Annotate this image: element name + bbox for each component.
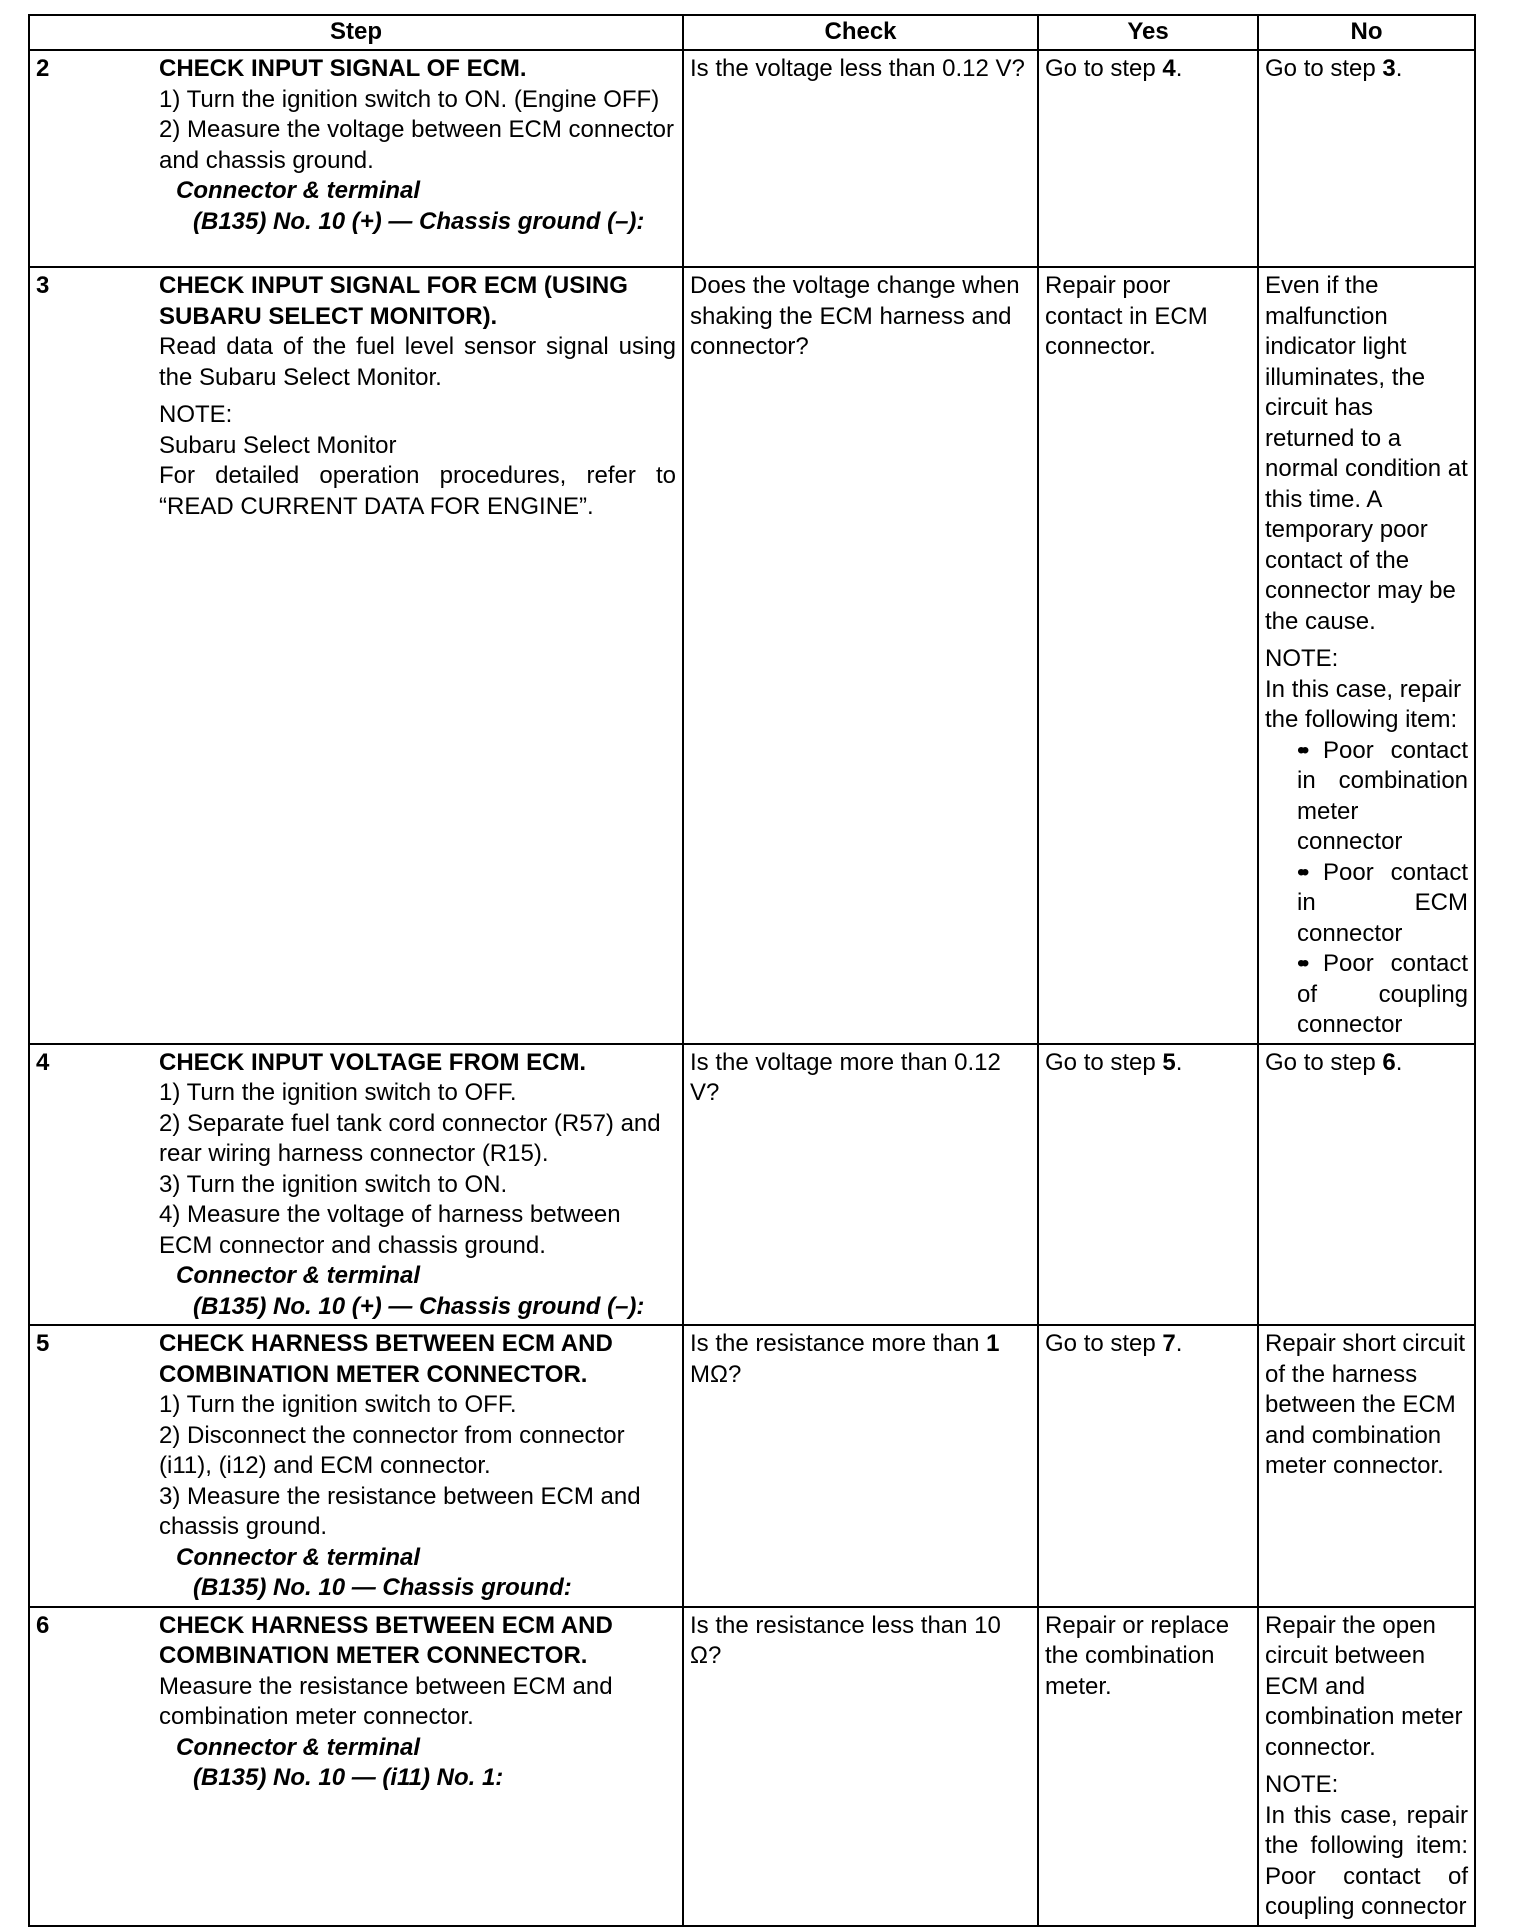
step-line: 2) Disconnect the connector from connector (i11), (i12) and ECM connector. (159, 1421, 625, 1479)
connector-terminal-label: Connector & terminal (176, 1543, 421, 1571)
yes-text: Go to step (1045, 55, 1163, 82)
note-text: In this case, repair the following item: Poor contact of coupling connector (1265, 1801, 1469, 1920)
connector-terminal-label: Connector & terminal (176, 1262, 421, 1289)
check-cell: Is the voltage more than 0.12 V? (683, 1044, 1038, 1326)
header-no: No (1258, 15, 1475, 50)
check-cell (683, 1325, 1038, 1607)
header-check: Check (683, 15, 1038, 50)
step-description (153, 1607, 683, 1926)
step-description (153, 267, 683, 1044)
diagnostic-table (28, 14, 1476, 1927)
no-step-ref: 6 (1382, 1048, 1396, 1076)
check-cell: Does the voltage change when shaking the ECM harness and connector? (683, 267, 1038, 1044)
yes-cell (1038, 50, 1258, 267)
no-step-ref: 3 (1382, 55, 1396, 82)
table-row (29, 1044, 1475, 1326)
yes-suffix: . (1175, 1330, 1183, 1357)
step-title: CHECK INPUT VOLTAGE FROM ECM. (159, 1048, 587, 1076)
check-cell: Is the resistance less than 10 Ω? (683, 1607, 1038, 1926)
no-cell (1258, 267, 1475, 1044)
step-number: 5 (29, 1325, 153, 1607)
step-line: 3) Turn the ignition switch to ON. (159, 1170, 508, 1198)
step-number: 2 (29, 50, 153, 267)
list-item (1297, 736, 1468, 858)
connector-terminal-label: Connector & terminal (176, 1733, 421, 1761)
step-body: Read data of the fuel level sensor signal using the Subaru Select Monitor. (159, 333, 677, 391)
list-item-text: Poor contact in ECM connector (1297, 858, 1469, 947)
no-text: Go to step (1265, 55, 1383, 82)
yes-cell (1038, 1044, 1258, 1326)
note-text: In this case, repair the following item: (1265, 675, 1462, 733)
step-title: CHECK HARNESS BETWEEN ECM AND COMBINATION METER CONNECTOR. (159, 1330, 613, 1388)
step-title: CHECK INPUT SIGNAL FOR ECM (USING SUBARU SELECT MONITOR). (159, 272, 628, 330)
step-line: 2) Measure the voltage between ECM connector and chassis ground. (159, 116, 674, 174)
connector-terminal-value: (B135) No. 10 (+) — Chassis ground (–): (193, 207, 645, 235)
yes-suffix: . (1175, 1048, 1183, 1076)
step-line: 1) Turn the ignition switch to OFF. (159, 1079, 517, 1106)
no-cell (1258, 50, 1475, 267)
table-row (29, 50, 1475, 267)
no-text: Repair the open circuit between ECM and combination meter connector. (1265, 1611, 1463, 1761)
check-cell: Is the voltage less than 0.12 V? (683, 50, 1038, 267)
list-item-text: Poor contact of coupling connector (1297, 950, 1469, 1038)
no-cell (1258, 1607, 1475, 1926)
connector-terminal-value: (B135) No. 10 — (i11) No. 1: (193, 1764, 504, 1791)
step-line: 3) Measure the resistance between ECM and chassis ground. (159, 1482, 641, 1540)
header-step: Step (29, 15, 683, 50)
bullet-icon: • (1301, 950, 1310, 977)
header-yes: Yes (1038, 15, 1258, 50)
check-value: 1 (986, 1330, 1000, 1357)
step-number: 3 (29, 267, 153, 1044)
no-text: Go to step (1265, 1048, 1383, 1076)
connector-terminal-label: Connector & terminal (176, 177, 421, 204)
list-item (1297, 949, 1468, 1041)
yes-step-ref: 7 (1162, 1330, 1176, 1357)
step-description (153, 50, 683, 267)
connector-terminal-value: (B135) No. 10 — Chassis ground: (193, 1574, 572, 1601)
step-title: CHECK INPUT SIGNAL OF ECM. (159, 55, 527, 82)
note-label: NOTE: (1265, 1771, 1339, 1798)
table-row (29, 1325, 1475, 1607)
table-header-row (29, 15, 1475, 50)
bullet-icon: • (1301, 858, 1310, 886)
no-suffix: . (1395, 1048, 1403, 1076)
list-item-text: Poor contact in combination meter connector (1297, 736, 1469, 855)
step-line: 1) Turn the ignition switch to ON. (Engine OFF) (159, 85, 660, 113)
step-title: CHECK HARNESS BETWEEN ECM AND COMBINATION METER CONNECTOR. (159, 1611, 613, 1669)
no-suffix: . (1395, 55, 1403, 82)
table-row (29, 1607, 1475, 1926)
yes-step-ref: 4 (1162, 55, 1176, 82)
step-body: Measure the resistance between ECM and combination meter connector. (159, 1672, 613, 1730)
yes-step-ref: 5 (1162, 1048, 1176, 1076)
step-line: 1) Turn the ignition switch to OFF. (159, 1391, 517, 1418)
note-label: NOTE: (1265, 645, 1339, 672)
check-unit: MΩ? (690, 1360, 742, 1388)
connector-terminal-value: (B135) No. 10 (+) — Chassis ground (–): (193, 1292, 645, 1320)
yes-suffix: . (1175, 55, 1183, 82)
note-label: NOTE: (159, 401, 233, 428)
bullet-icon: • (1301, 736, 1310, 764)
yes-text: Go to step (1045, 1048, 1163, 1076)
note-line: For detailed operation procedures, refer to “READ CURRENT DATA FOR ENGINE”. (159, 462, 677, 520)
table-row (29, 267, 1475, 1044)
step-description (153, 1044, 683, 1326)
list-item (1297, 858, 1468, 950)
step-number: 4 (29, 1044, 153, 1326)
yes-text: Go to step (1045, 1330, 1163, 1357)
check-text: Is the resistance more than (690, 1330, 987, 1357)
no-text: Even if the malfunction indicator light illuminates, the circuit has returned to a normal condition at this time. A temporary poor contact of the connector may be the cause. (1265, 272, 1468, 635)
step-line: 4) Measure the voltage of harness between ECM connector and chassis ground. (159, 1201, 621, 1259)
yes-cell: Repair or replace the combination meter. (1038, 1607, 1258, 1926)
step-description (153, 1325, 683, 1607)
yes-cell (1038, 1325, 1258, 1607)
yes-cell: Repair poor contact in ECM connector. (1038, 267, 1258, 1044)
no-cell: Repair short circuit of the harness between the ECM and combination meter connector. (1258, 1325, 1475, 1607)
note-line: Subaru Select Monitor (159, 431, 397, 459)
no-cell (1258, 1044, 1475, 1326)
repair-item-list (1265, 736, 1468, 1041)
step-number: 6 (29, 1607, 153, 1926)
step-line: 2) Separate fuel tank cord connector (R57) and rear wiring harness connector (R15). (159, 1109, 661, 1167)
